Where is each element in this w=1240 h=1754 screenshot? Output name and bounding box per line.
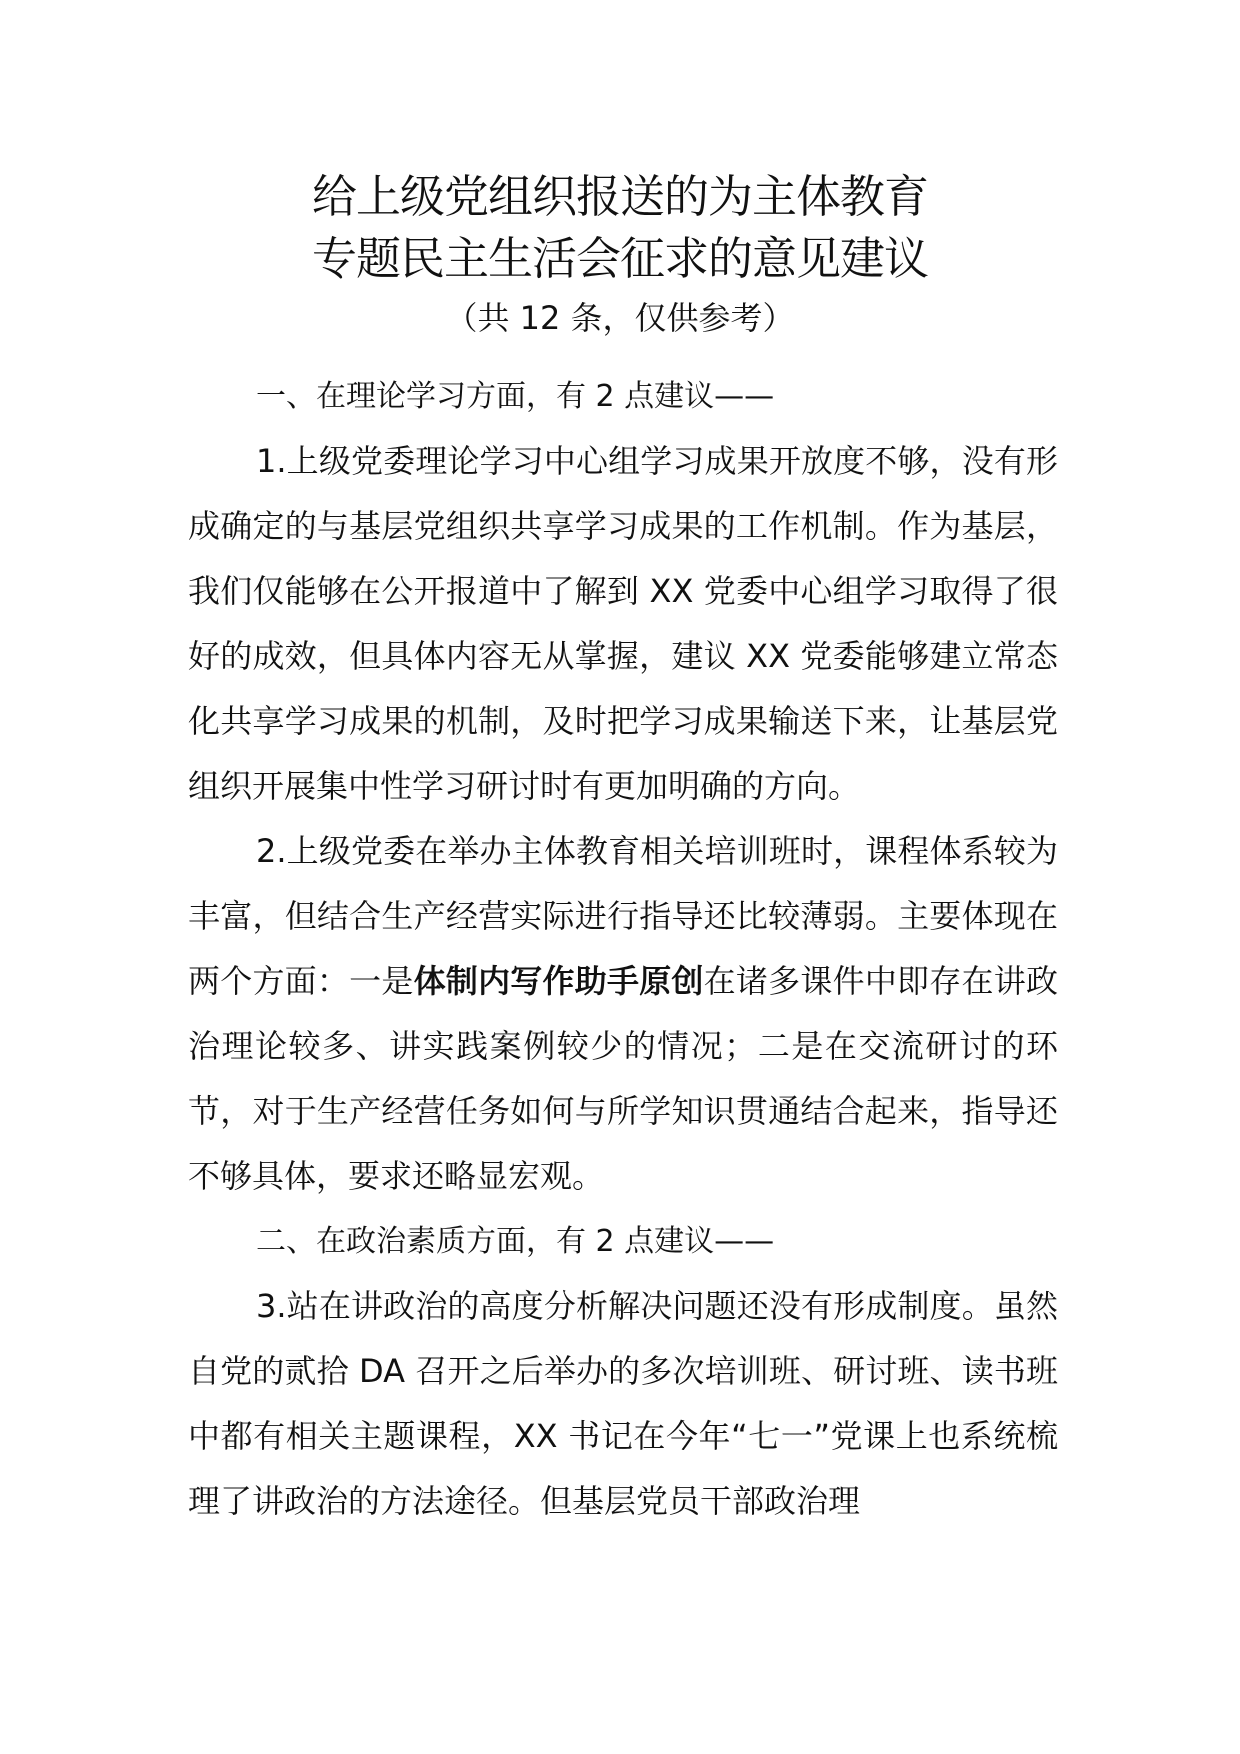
section-heading-2: 二、在政治素质方面，有 2 点建议—— [256,1224,775,1259]
section-heading-1: 一、在理论学习方面，有 2 点建议—— [256,379,775,414]
document-subtitle: （共 12 条，仅供参考） [445,299,795,337]
paragraph-item-2 [188,819,1058,1209]
document-title-line-2: 专题民主生活会征求的意见建议 [311,232,928,285]
paragraph-item-2-bold-text: 体制内写作助手原创 [413,962,704,1000]
paragraph-item-1: 1.上级党委理论学习中心组学习成果开放度不够，没有形成确定的与基层党组织共享学习成果的工作机制。作为基层，我们仅能够在公开报道中了解到 XX 党委中心组学习取得了很好的成效，但具体内容无从掌握，建议 XX 党委能够建立常态化共享学习成果的机制，及时把学习成果输送下来，让基层党组织开展集中性学习研讨时有更加明确的方向。 [188,442,1058,805]
document-title-line-1: 给上级党组织报送的为主体教育 [311,170,928,223]
paragraph-item-2-text-before: 2.上级党委在举办主体教育相关培训班时，课程体系较为丰富，但结合生产经营实际进行指导还比较薄弱。主要体现在两个方面：一是 [188,832,1058,1000]
title-block [0,166,1240,340]
paragraph-item-3: 3.站在讲政治的高度分析解决问题还没有形成制度。虽然自党的贰拾 DA 召开之后举办的多次培训班、研讨班、读书班中都有相关主题课程，XX 书记在今年“七一”党课上也系统梳理了讲政治的方法途径。但基层党员干部政治理 [188,1287,1058,1520]
document-body [188,364,1058,1534]
paragraph-item-2-text-after: 在诸多课件中即存在讲政治理论较多、讲实践案例较少的情况；二是在交流研讨的环节，对于生产经营任务如何与所学知识贯通结合起来，指导还不够具体，要求还略显宏观。 [188,962,1058,1195]
